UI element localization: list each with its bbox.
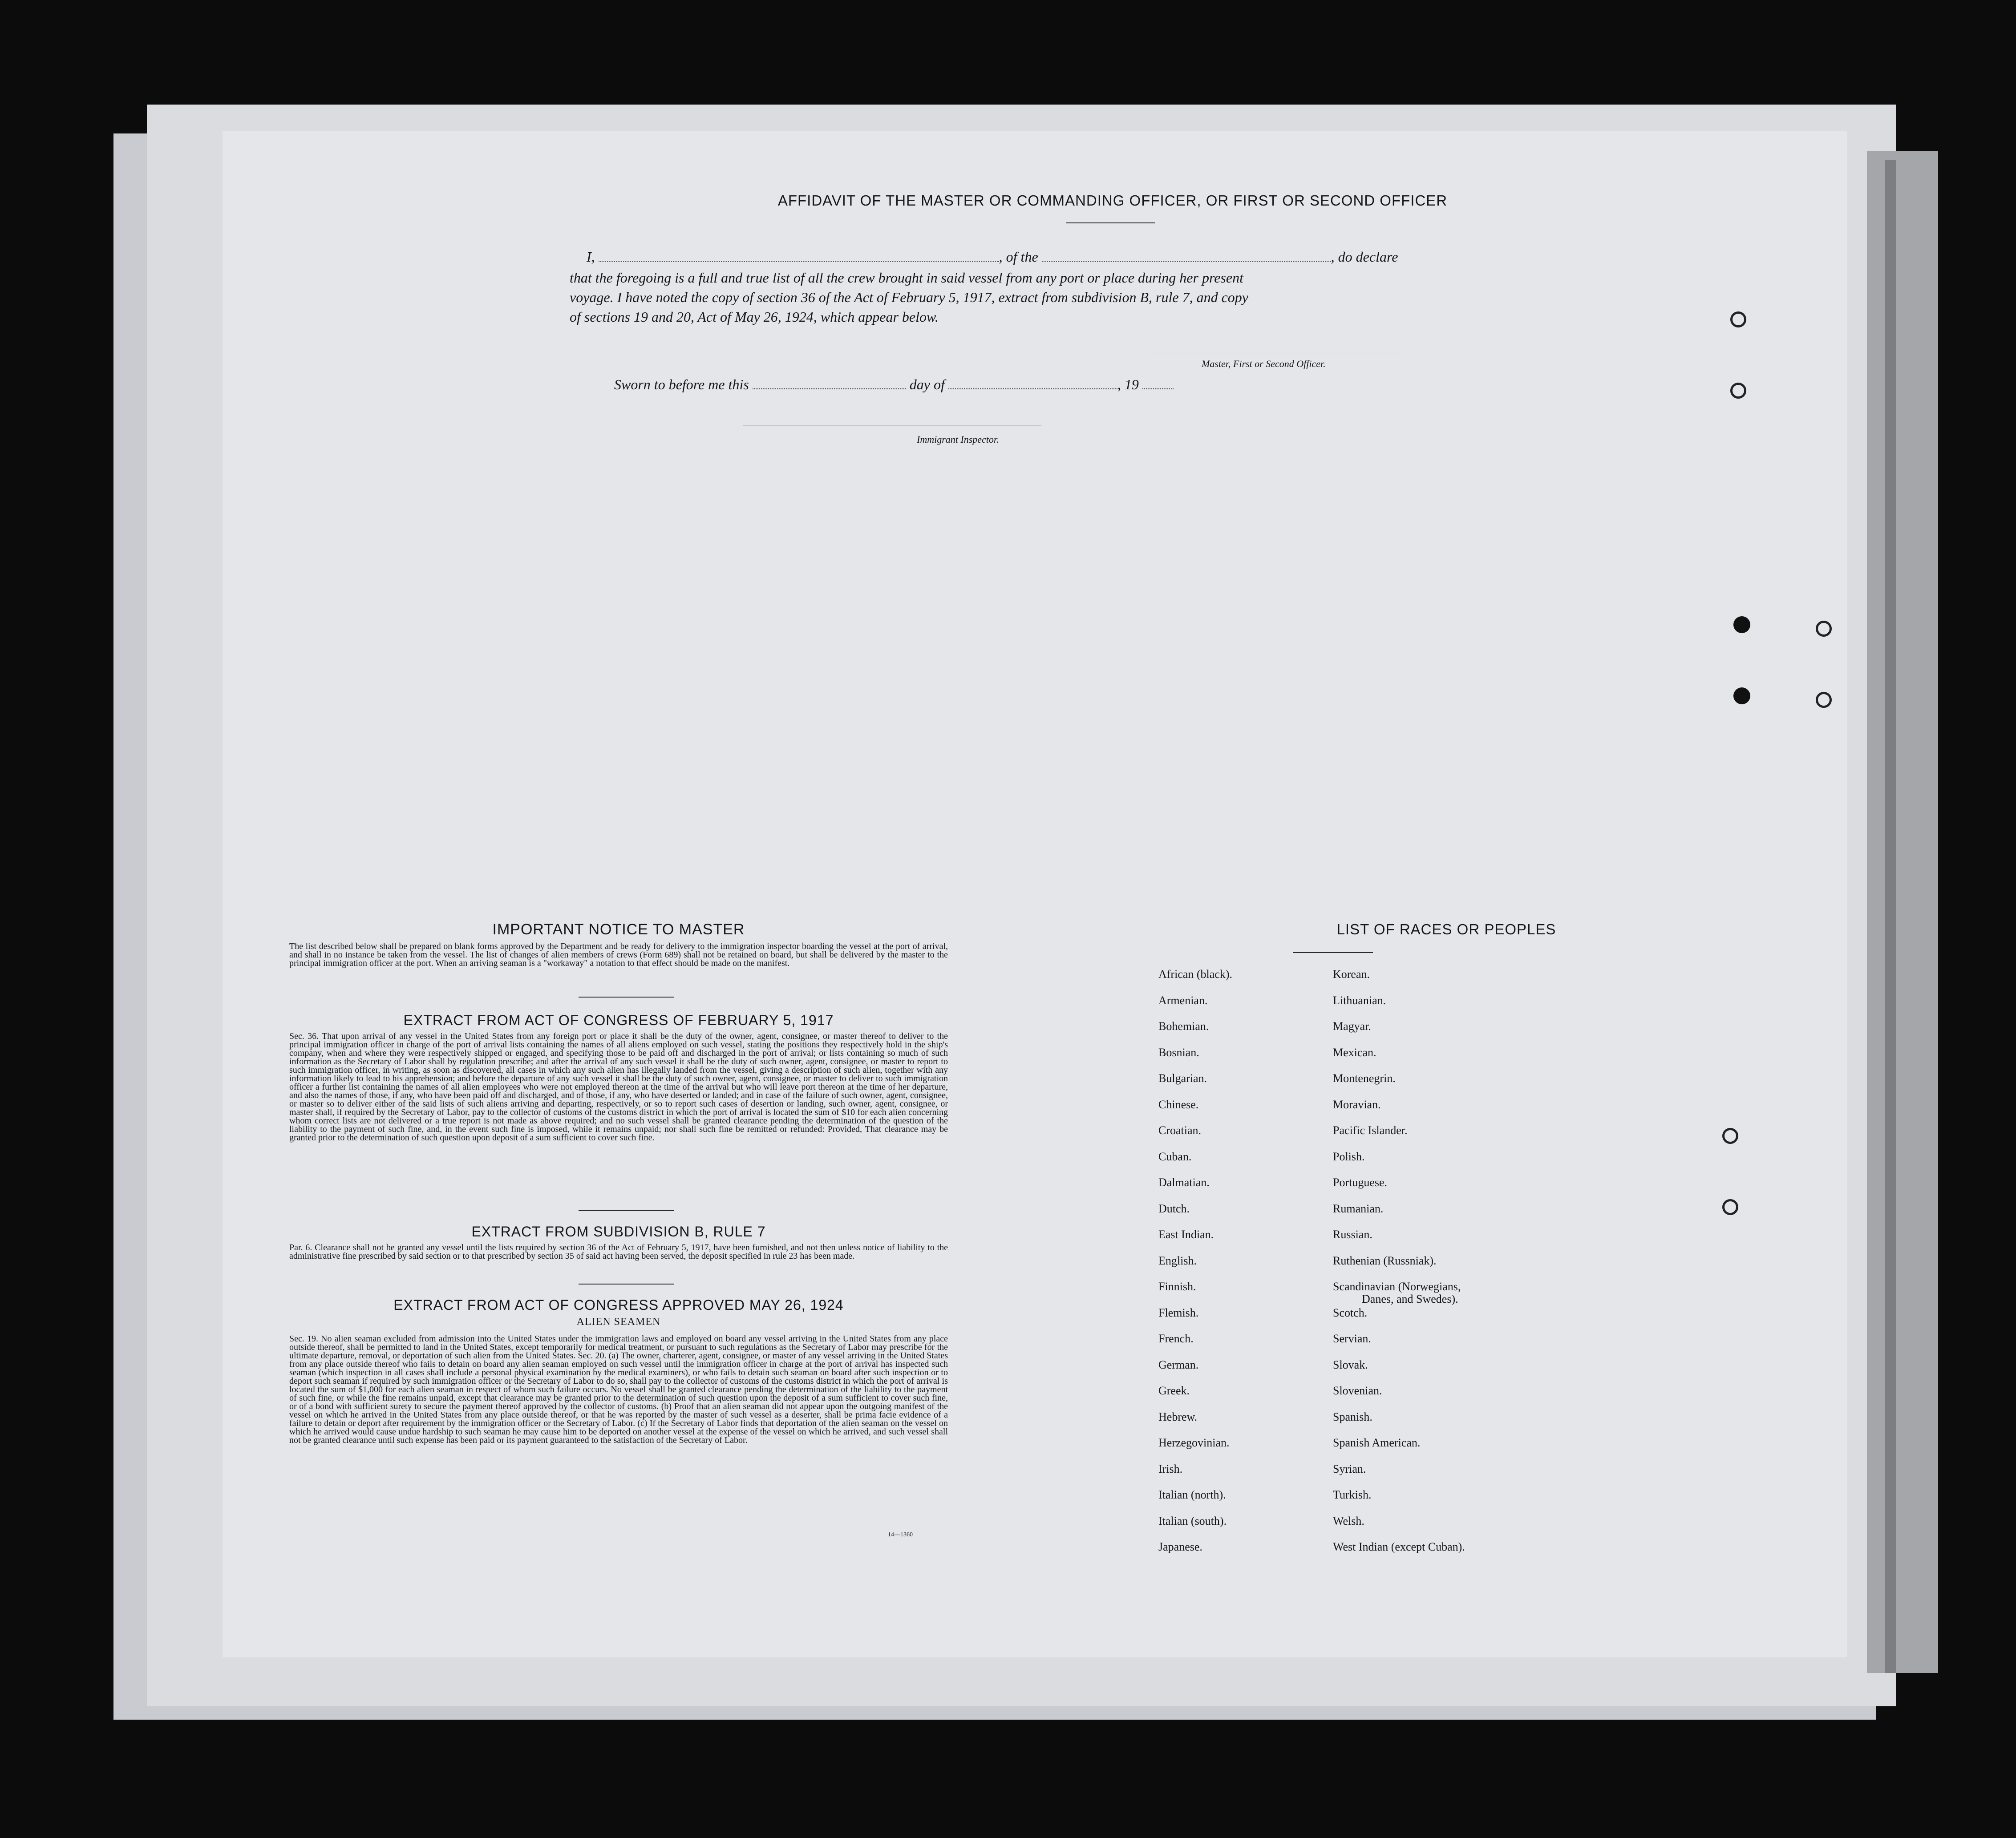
race-item: Japanese. — [1158, 1540, 1202, 1553]
race-item: Herzegovinian. — [1158, 1436, 1230, 1449]
race-item: Pacific Islander. — [1333, 1124, 1408, 1137]
race-item: Welsh. — [1333, 1514, 1364, 1527]
rule-7-body: Par. 6. Clearance shall not be granted any vessel until the lists required by section 36 of the Act of February 5, 1917, have been furnished, and not then unless notice of liability to the administrative fine prescribed by said section or to that prescribed by section 35 of said act having been served, the deposit specified in rule 23 has been made. — [289, 1243, 948, 1261]
race-item: Flemish. — [1158, 1306, 1199, 1319]
punch-hole — [1733, 616, 1750, 633]
race-item: Hebrew. — [1158, 1410, 1198, 1423]
races-title: LIST OF RACES OR PEOPLES — [1336, 921, 1556, 937]
punch-hole-ring — [1816, 621, 1832, 637]
sworn-text: Sworn to before me this — [614, 376, 749, 392]
race-item: German. — [1158, 1358, 1199, 1371]
race-item: Rumanian. — [1333, 1202, 1384, 1215]
race-item: Cuban. — [1158, 1150, 1192, 1163]
race-item: Spanish American. — [1333, 1436, 1421, 1449]
race-item: Chinese. — [1158, 1098, 1199, 1111]
race-item: Scandinavian (Norwegians, — [1333, 1280, 1461, 1293]
race-item: Servian. — [1333, 1332, 1371, 1345]
sworn-year-label: , 19 — [1117, 376, 1139, 392]
sworn-year-field[interactable] — [1142, 380, 1174, 389]
race-item: Mexican. — [1333, 1046, 1376, 1059]
race-item: Finnish. — [1158, 1280, 1196, 1293]
race-item: Slovak. — [1333, 1358, 1368, 1371]
form-number: 14—1360 — [888, 1531, 913, 1538]
race-item: Magyar. — [1333, 1020, 1371, 1033]
race-item: Portuguese. — [1333, 1176, 1388, 1189]
act-1917-title: EXTRACT FROM ACT OF CONGRESS OF FEBRUARY 5, 1917 — [403, 1012, 834, 1028]
race-item: French. — [1158, 1332, 1194, 1345]
race-item: English. — [1158, 1254, 1197, 1267]
binding-edge — [1885, 160, 1896, 1673]
race-item: East Indian. — [1158, 1228, 1214, 1241]
race-item: Slovenian. — [1333, 1384, 1382, 1397]
race-item: Ruthenian (Russniak). — [1333, 1254, 1437, 1267]
race-item: Bosnian. — [1158, 1046, 1199, 1059]
races-divider — [1293, 952, 1373, 953]
punch-hole-ring — [1730, 383, 1746, 399]
race-item: Lithuanian. — [1333, 994, 1386, 1007]
race-item: Croatian. — [1158, 1124, 1202, 1137]
punch-hole-ring — [1816, 692, 1832, 708]
punch-hole-ring — [1722, 1128, 1738, 1144]
punch-hole-ring — [1722, 1199, 1738, 1215]
sworn-day-label: day of — [909, 376, 945, 392]
title-divider — [1066, 222, 1155, 223]
race-item: Russian. — [1333, 1228, 1372, 1241]
sworn-day-field[interactable] — [753, 380, 906, 389]
race-item: Dutch. — [1158, 1202, 1190, 1215]
rule-7-title: EXTRACT FROM SUBDIVISION B, RULE 7 — [471, 1224, 766, 1240]
race-item: Montenegrin. — [1333, 1072, 1396, 1085]
race-item: Spanish. — [1333, 1410, 1372, 1423]
declaration-of: , of the — [999, 249, 1038, 265]
inspector-label: Immigrant Inspector. — [917, 434, 999, 445]
race-item: Turkish. — [1333, 1488, 1372, 1501]
race-item: Italian (south). — [1158, 1514, 1227, 1527]
race-item: African (black). — [1158, 968, 1233, 981]
punch-hole — [1733, 687, 1750, 704]
sworn-line — [614, 375, 1473, 394]
divider — [579, 1284, 674, 1285]
affidavit-title: AFFIDAVIT OF THE MASTER OR COMMANDING OFFICER, OR FIRST OR SECOND OFFICER — [777, 192, 1448, 209]
race-item: Syrian. — [1333, 1462, 1366, 1475]
declaration-end: , do declare — [1331, 249, 1398, 265]
divider — [579, 997, 674, 998]
race-item: West Indian (except Cuban). — [1333, 1540, 1465, 1553]
race-item: Polish. — [1333, 1150, 1365, 1163]
divider — [579, 1210, 674, 1211]
race-item: Armenian. — [1158, 994, 1208, 1007]
declaration-i: I, — [587, 249, 595, 265]
notice-body: The list described below shall be prepared on blank forms approved by the Department and be ready for delivery to the immigration inspector boarding the vessel at the port of arrival, and shall in no instance be taken from the vessel. The list of changes of alien members of crews (Form 689) shall not be retained on board, but shall be delivered by the master to the principal immigration officer at the port. When an arriving seaman is a "workaway" a notation to that effect should be made on the manifest. — [289, 941, 948, 968]
signature-label: Master, First or Second Officer. — [1202, 358, 1326, 369]
race-item: Scotch. — [1333, 1306, 1368, 1319]
race-item: Greek. — [1158, 1384, 1190, 1397]
race-item: Korean. — [1333, 968, 1370, 981]
race-item: Danes, and Swedes). — [1362, 1293, 1458, 1305]
vessel-field[interactable] — [1042, 253, 1331, 262]
declaration-line-4: of sections 19 and 20, Act of May 26, 1924, which appear below. — [570, 309, 939, 325]
name-field[interactable] — [599, 253, 999, 262]
declaration-line-2: that the foregoing is a full and true list of all the crew brought in said vessel from any port or place during her present — [570, 270, 1243, 286]
declaration-line-3: voyage. I have noted the copy of section 36 of the Act of February 5, 1917, extract from subdivision B, rule 7, and copy — [570, 289, 1248, 305]
race-item: Irish. — [1158, 1462, 1183, 1475]
sworn-month-field[interactable] — [948, 380, 1117, 389]
notice-title: IMPORTANT NOTICE TO MASTER — [492, 921, 745, 938]
declaration-line-1 — [570, 247, 1429, 267]
race-item: Italian (north). — [1158, 1488, 1226, 1501]
binding-strip — [1867, 151, 1938, 1673]
race-item: Moravian. — [1333, 1098, 1381, 1111]
act-1924-body: Sec. 19. No alien seaman excluded from admission into the United States under the immigration laws and employed on board any vessel arriving in the United States from any place outside thereof, shall be permitted to land in the United States, except temporarily for medical treatment, or pursuant to such regulations as the Secretary of Labor may prescribe for the ultimate departure, removal, or deportation of such alien from the United States. Sec. 20. (a) The owner, charterer, agent, consignee, or master of any vessel arriving in the United States from any place outside thereof who fails to detain on board any alien seaman employed on such vessel until the immigration officer in charge at the port of arrival has inspected such seaman (which inspection in all cases shall include a personal physical examination by the medical examiners), or who fails to detain such seaman on board after such inspection or to deport such seaman if required by such immigration officer or the Secretary of Labor to do so, shall pay to the collector of customs of the customs district in which the port of arrival is located the sum of $1,000 for each alien seaman in respect of whom such failure occurs. No vessel shall be granted clearance pending the determination of the liability to the payment of such fine, or while the fine remains unpaid, except that clearance may be granted prior to the determination of such question upon the deposit of a sum sufficient to cover such fine, or of a bond with sufficient surety to secure the payment thereof approved by the collector of customs. (b) Proof that an alien seaman did not appear upon the outgoing manifest of the vessel on which he arrived in the United States from any place outside thereof, or that he was reported by the master of such vessel as a deserter, shall be prima facie evidence of a failure to detain or deport after requirement by the immigration officer or the Secretary of Labor. (c) If the Secretary of Labor finds that deportation of the alien seaman on the vessel on which he arrived would cause undue hardship to such seaman he may cause him to be deported on another vessel at the expense of the vessel on which he arrived, and such vessel shall not be granted clearance until such expense has been paid or its payment guaranteed to the satisfaction of the Secretary of Labor. — [289, 1334, 948, 1445]
act-1924-subtitle: ALIEN SEAMEN — [576, 1316, 661, 1328]
race-item: Bohemian. — [1158, 1020, 1209, 1033]
punch-hole-ring — [1730, 311, 1746, 327]
act-1917-body: Sec. 36. That upon arrival of any vessel in the United States from any foreign port or place it shall be the duty of the owner, agent, consignee, or master thereof to deliver to the principal immigration officer in charge of the port of arrival lists containing the names of all aliens employed on such vessel, stating the positions they respectively hold in the ship's company, when and where they were respectively shipped or engaged, and specifying those to be paid off and discharged in the port of arrival; or lists containing so much of such information as the Secretary of Labor shall by regulation prescribe; and after the arrival of any such vessel it shall be the duty of such owner, agent, consignee, or master to report to such immigration officer, in writing, as soon as discovered, all cases in which any such alien has illegally landed from the vessel, giving a description of such alien, together with any information likely to lead to his apprehension; and before the departure of any such vessel it shall be the duty of such owner, agent, consignee, or master to deliver to such immigration officer a further list containing the names of all alien employees who were not employed thereon at the time of the arrival but who will leave port thereon at the time of her departure, and also the names of those, if any, who have been paid off and discharged, and of those, if any, who have deserted or landed; and in case of the failure of such owner, agent, consignee, or master so to deliver either of the said lists of such aliens arriving and departing, respectively, or so to report such cases of desertion or landing, such owner, agent, consignee, or master shall, if required by the Secretary of Labor, pay to the collector of customs of the customs district in which the port of arrival is located the sum of $10 for each alien concerning whom correct lists are not delivered or a true report is not made as above required; and no such vessel shall be granted clearance pending the determination of the question of the liability to the payment of such fine, and, in the event such fine is imposed, while it remains unpaid; nor shall such fine be remitted or refunded: Provided, That clearance may be granted prior to the determination of such question upon deposit of a sum sufficient to cover such fine. — [289, 1031, 948, 1143]
race-item: Dalmatian. — [1158, 1176, 1210, 1189]
race-item: Bulgarian. — [1158, 1072, 1207, 1085]
act-1924-title: EXTRACT FROM ACT OF CONGRESS APPROVED MAY 26, 1924 — [393, 1297, 844, 1313]
